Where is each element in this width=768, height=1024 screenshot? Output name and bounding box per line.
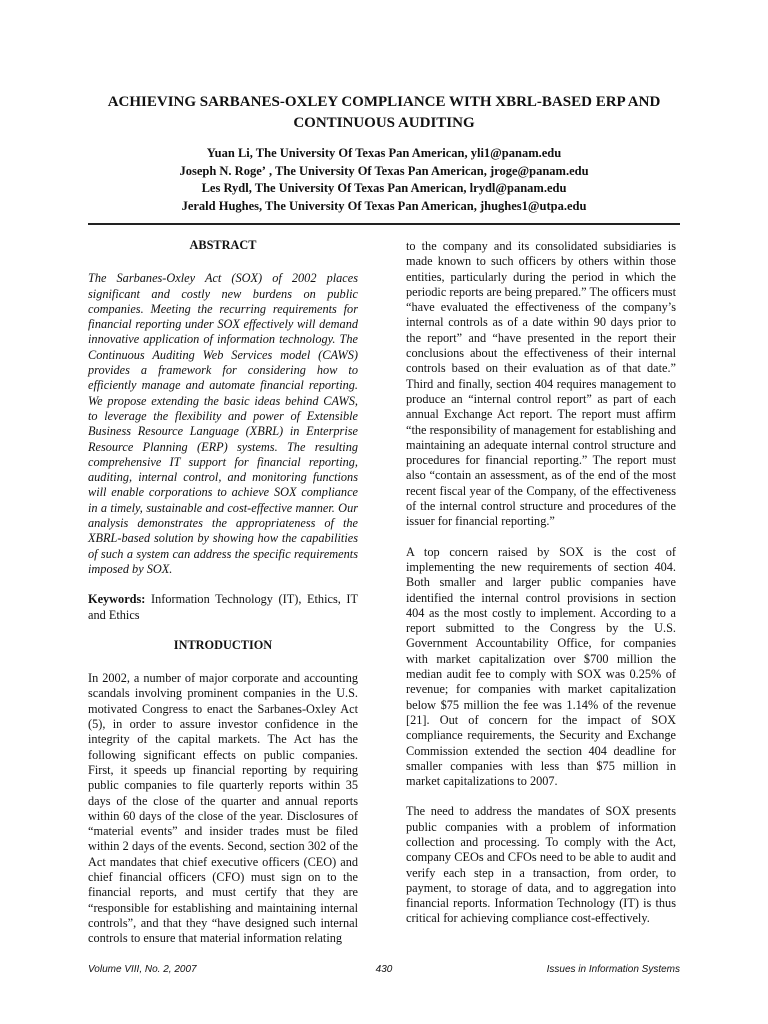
footer-volume: Volume VIII, No. 2, 2007 [88, 964, 197, 975]
keywords-label: Keywords: [88, 592, 146, 607]
paper-title: ACHIEVING SARBANES-OXLEY COMPLIANCE WITH XBRL-BASED ERP AND CONTINUOUS AUDITING [107, 94, 661, 131]
footer-journal: Issues in Information Systems [546, 964, 680, 975]
author-line: Les Rydl, The University Of Texas Pan American, lrydl@panam.edu [201, 181, 567, 195]
introduction-paragraph: In 2002, a number of major corporate and accounting scandals involving prominent companies in the U.S. motivated Congress to enact the Sarbanes-Oxley Act (5), in order to assure investor confidence in the integrity of the capital markets. The Act has the following significant effects on public companies. First, it speeds up financial reporting by requiring public companies to file quarterly reports within 35 days of the close of the quarter and annual reports within 60 days of the close of the year. Disclosures of “material events” and insider trades must be filed within 2 days of the events. Second, section 302 of the Act mandates that chief executive officers (CEO) and chief financial officers (CFO) must sign on to the financial reports, and must certify that they are “responsible for establishing and maintaining internal controls”, and that they “have designed such internal controls to ensure that material information relating [88, 671, 358, 946]
author-list [60, 145, 708, 215]
header-divider [88, 223, 680, 225]
left-column [88, 238, 358, 961]
page-number: 430 [375, 964, 393, 975]
keywords-text: Information Technology (IT), Ethics, IT and Ethics [88, 592, 358, 622]
body-paragraph: to the company and its consolidated subsidiaries is made known to such officers by others within those entities, particularly during the period in which the periodic reports are being prepared.” The officers must “have evaluated the effectiveness of the company’s internal controls as of a date within 90 days prior to the report” and “have presented in the report their conclusions about the effectiveness of their internal controls based on their evaluation as of that date.” Third and finally, section 404 requires management to produce an “internal control report” as part of each annual Exchange Act report. The report must affirm “the responsibility of management for establishing and maintaining an adequate internal control structure and procedures for financial reporting.” The report must also “contain an assessment, as of the end of the most recent fiscal year of the Company, of the effectiveness of the internal control structure and procedures of the issuer for financial reporting.” [406, 239, 676, 529]
page-footer [88, 964, 680, 980]
author-line: Joseph N. Rogeʼ , The University Of Texas Pan American, jroge@panam.edu [179, 163, 589, 178]
abstract-heading: ABSTRACT [189, 238, 257, 252]
body-paragraph: The need to address the mandates of SOX presents public companies with a problem of information collection and processing. To comply with the Act, company CEOs and CFOs need to be able to audit and verify each step in a transaction, from order, to payment, to storage of data, and to aggregation into financial reports. Information Technology (IT) is thus critical for achieving compliance cost-effectively. [406, 804, 676, 926]
introduction-heading: INTRODUCTION [173, 637, 273, 652]
right-column [406, 239, 676, 942]
author-line: Jerald Hughes, The University Of Texas Pan American, jhughes1@utpa.edu [181, 198, 587, 213]
keywords [88, 592, 358, 623]
author-line: Yuan Li, The University Of Texas Pan American, yli1@panam.edu [206, 146, 562, 160]
body-paragraph: A top concern raised by SOX is the cost of implementing the new requirements of section 404. Both smaller and larger public companies have identified the internal control provisions in section 404 as the most costly to implement. According to a report submitted to the Congress by the U.S. Government Accountability Office, for companies with market capitalization over $700 million the median audit fee to comply with SOX was 0.25% of revenue; for companies with market capitalization below $75 million the fee was 1.14% of the revenue [21]. Out of concern for the impact of SOX compliance requirements, the Security and Exchange Commission extended the section 404 deadline for smaller companies with less than $75 million in market capitalizations to 2007. [406, 544, 676, 789]
abstract-text: The Sarbanes-Oxley Act (SOX) of 2002 places significant and costly new burdens on public companies. Meeting the recurring requirements for financial reporting under SOX effectively will demand innovative application of information technology. The Continuous Auditing Web Services model (CAWS) provides a framework for considering how to efficiently manage and automate financial reporting. We propose extending the basic ideas behind CAWS, to leverage the flexibility and power of Extensible Business Resource Language (XBRL) in Enterprise Resource Planning (ERP) systems. The resulting comprehensive IT support for financial reporting, auditing, internal control, and monitoring functions will enable corporations to achieve SOX compliance in a timely, sustainable and cost-effective manner. Our analysis demonstrates the appropriateness of the XBRL-based solution by showing how the capabilities of such a system can address the specific requirements imposed by SOX. [88, 271, 358, 576]
